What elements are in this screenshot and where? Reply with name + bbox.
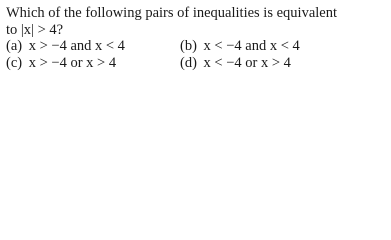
- question-line-1: Which of the following pairs of inequalities is equivalent: [6, 5, 338, 21]
- option-c: [6, 55, 116, 72]
- option-a-text: x > −4 and x < 4: [28, 38, 125, 54]
- answer-options: [6, 38, 388, 71]
- option-a: [6, 38, 125, 55]
- option-d-text: x < −4 or x > 4: [203, 54, 291, 71]
- option-c-label: (c): [6, 54, 23, 71]
- option-c-text: x > −4 or x > 4: [28, 54, 117, 71]
- question-line-2: to |x| > 4?: [6, 21, 64, 38]
- question-block: [6, 5, 388, 79]
- option-b: [180, 38, 300, 55]
- option-b-text: x < −4 and x < 4: [203, 38, 300, 54]
- option-a-label: (a): [6, 38, 23, 54]
- option-d: [180, 55, 291, 72]
- option-d-label: (d): [180, 54, 197, 71]
- option-b-label: (b): [180, 38, 197, 54]
